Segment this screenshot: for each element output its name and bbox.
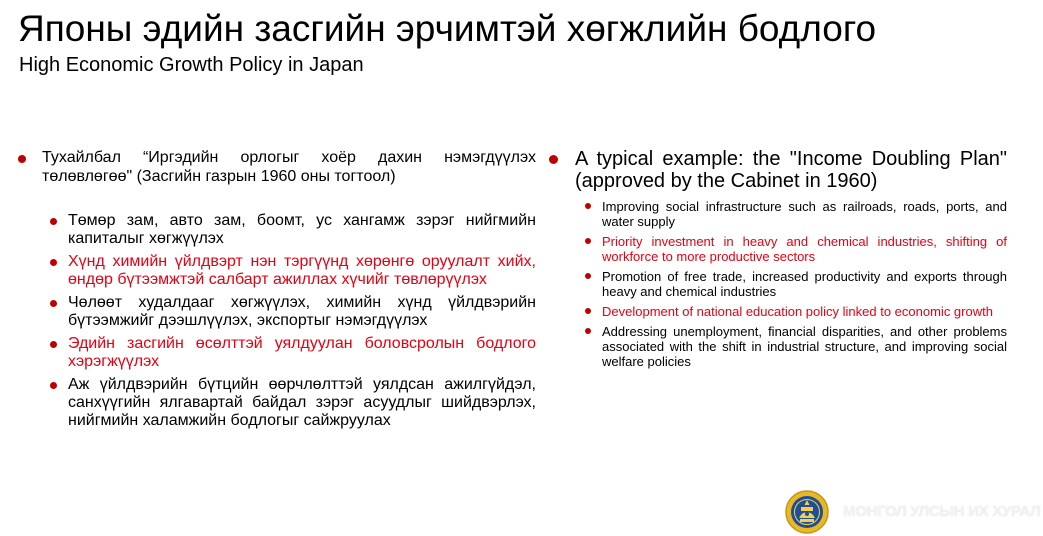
list-item-text: Чөлөөт худалдааг хөгжүүлэх, химийн хүнд үйлдвэрийн бүтээмжийг дээшлүүлэх, экспортыг нэмэгдүүлэх (68, 294, 536, 329)
list-item-text: Addressing unemployment, financial disparities, and other problems associated with the shift in industrial structure, and improving social welfare policies (602, 324, 1007, 369)
bullet-icon (50, 218, 57, 225)
main-bullet-en (549, 148, 1007, 192)
list-item-text: Хүнд химийн үйлдвэрт нэн тэргүүнд хөрөнгө оруулалт хийх, өндөр бүтээмжтэй салбарт ажиллах хүчийг төвлөрүүлэх (68, 253, 536, 288)
list-item-text: Promotion of free trade, increased productivity and exports through heavy and chemical industries (602, 269, 1007, 299)
state-emblem-icon (785, 490, 829, 534)
page-subtitle: High Economic Growth Policy in Japan (19, 54, 364, 76)
list-item (50, 212, 536, 248)
sub-list-mn (18, 212, 536, 430)
list-item-text: Priority investment in heavy and chemical industries, shifting of workforce to more productive sectors (602, 234, 1007, 264)
bullet-icon (50, 259, 57, 266)
list-item (585, 234, 1007, 264)
sub-list-en (549, 199, 1007, 369)
bullet-icon (585, 238, 591, 244)
list-item (585, 304, 1007, 319)
main-bullet-text: A typical example: the "Income Doubling Plan" (approved by the Cabinet in 1960) (575, 148, 1007, 192)
bullet-icon (50, 300, 57, 307)
bullet-icon (18, 155, 26, 163)
list-item (585, 199, 1007, 229)
organization-name: МОНГОЛ УЛСЫН ИХ ХУРАЛ (843, 503, 1041, 520)
list-item (50, 294, 536, 330)
list-item-text: Development of national education policy linked to economic growth (602, 304, 993, 319)
list-item-text: Improving social infrastructure such as railroads, roads, ports, and water supply (602, 199, 1007, 229)
bullet-icon (549, 155, 558, 164)
left-column (18, 148, 536, 435)
bullet-icon (585, 273, 591, 279)
right-column (549, 148, 1007, 374)
list-item (50, 335, 536, 371)
list-item-text: Төмөр зам, авто зам, боомт, ус хангамж зэрэг нийгмийн капиталыг хөгжүүлэх (68, 212, 536, 247)
bullet-icon (50, 341, 57, 348)
list-item (585, 324, 1007, 369)
bullet-icon (50, 382, 57, 389)
list-item (50, 253, 536, 289)
main-bullet-text: Тухайлбал “Иргэдийн орлогыг хоёр дахин нэмэгдүүлэх төлөвлөгөө" (Засгийн газрын 1960 оны тогтоол) (42, 149, 536, 185)
list-item (50, 376, 536, 430)
bullet-icon (585, 308, 591, 314)
main-bullet-mn (18, 148, 536, 186)
page-title: Японы эдийн засгийн эрчимтэй хөгжлийн бодлого (18, 8, 877, 49)
bullet-icon (585, 328, 591, 334)
list-item-text: Аж үйлдвэрийн бүтцийн өөрчлөлттэй уялдсан ажилгүйдэл, санхүүгийн ялгавартай байдал зэрэг асуудлыг шийдвэрлэх, нийгмийн халамжийн бодлогыг сайжруулах (68, 376, 536, 429)
list-item-text: Эдийн засгийн өсөлттэй уялдуулан боловсролын бодлого хэрэгжүүлэх (68, 335, 536, 370)
list-item (585, 269, 1007, 299)
bullet-icon (585, 203, 591, 209)
